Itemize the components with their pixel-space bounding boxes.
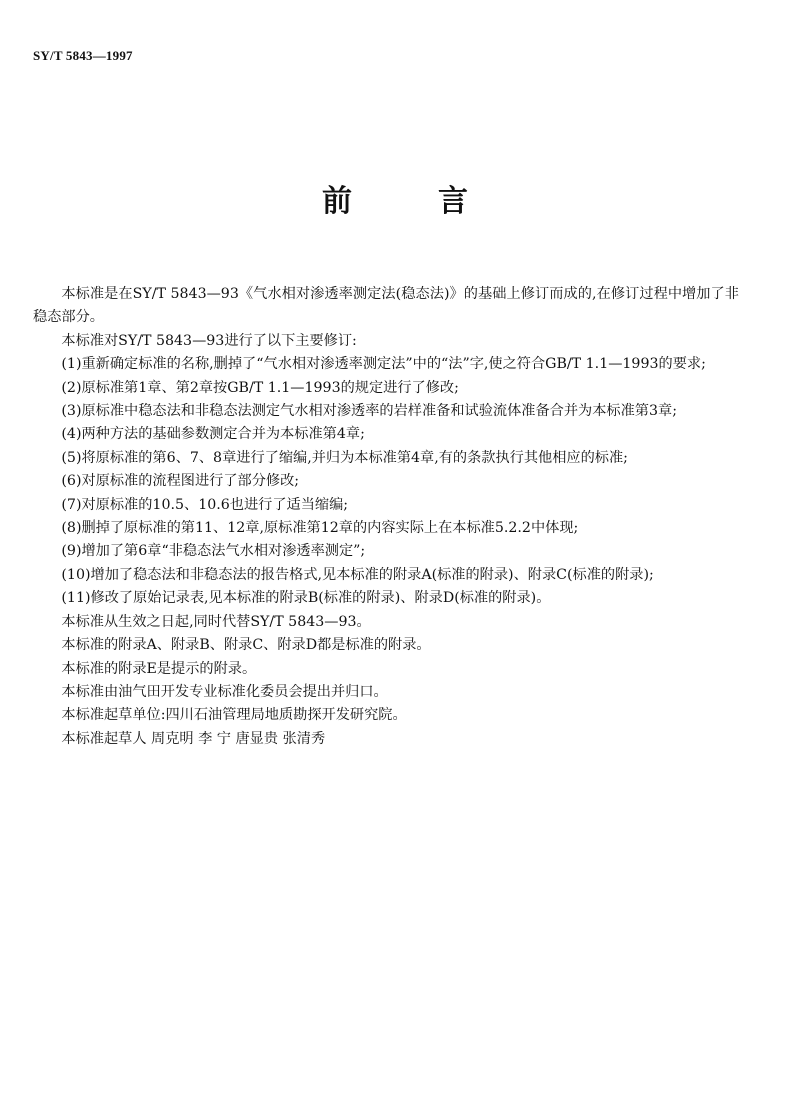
title-char-1: 前	[322, 184, 354, 219]
paragraph: 本标准起草人 周克明 李 宁 唐显贵 张清秀	[61, 730, 326, 747]
paragraph: (6)对原标准的流程图进行了部分修改;	[61, 473, 300, 490]
paragraph: (7)对原标准的10.5、10.6也进行了适当缩编;	[61, 496, 349, 513]
standard-code: SY/T 5843—1997	[33, 48, 133, 63]
paragraph: (3)原标准中稳态法和非稳态法测定气水相对渗透率的岩样准备和试验流体准备合并为本标准第3章;	[61, 403, 677, 420]
paragraph: (4)两种方法的基础参数测定合并为本标准第4章;	[61, 426, 365, 443]
paragraph: (1)重新确定标准的名称,删掉了“气水相对渗透率测定法”中的“法”字,使之符合GB/T 1.1—1993的要求;	[61, 356, 706, 373]
paragraph: 本标准从生效之日起,同时代替SY/T 5843—93。	[61, 613, 371, 630]
paragraph: 本标准对SY/T 5843—93进行了以下主要修订:	[61, 332, 357, 349]
paragraph: 本标准起草单位:四川石油管理局地质勘探开发研究院。	[61, 707, 407, 724]
paragraph: (2)原标准第1章、第2章按GB/T 1.1—1993的规定进行了修改;	[61, 379, 459, 396]
paragraph: 本标准的附录A、附录B、附录C、附录D都是标准的附录。	[61, 637, 431, 654]
paragraph: (8)删掉了原标准的第11、12章,原标准第12章的内容实际上在本标准5.2.2中体现;	[61, 520, 579, 537]
paragraph: 本标准的附录E是提示的附录。	[61, 660, 257, 677]
paragraph: 本标准是在SY/T 5843—93《气水相对渗透率测定法(稳态法)》的基础上修订而成的,在修订过程中增加了非稳态部分。	[33, 286, 739, 326]
paragraph: 本标准由油气田开发专业标准化委员会提出并归口。	[61, 683, 388, 700]
paragraph: (5)将原标准的第6、7、8章进行了缩编,并归为本标准第4章,有的条款执行其他相应的标准;	[61, 449, 628, 466]
page-title	[0, 176, 792, 220]
paragraph: (9)增加了第6章“非稳态法气水相对渗透率测定”;	[61, 543, 366, 560]
paragraph: (10)增加了稳态法和非稳态法的报告格式,见本标准的附录A(标准的附录)、附录C(标准的附录);	[61, 566, 654, 583]
paragraph: (11)修改了原始记录表,见本标准的附录B(标准的附录)、附录D(标准的附录)。	[61, 590, 551, 607]
foreword-body	[33, 283, 739, 751]
title-char-2: 言	[438, 184, 470, 219]
